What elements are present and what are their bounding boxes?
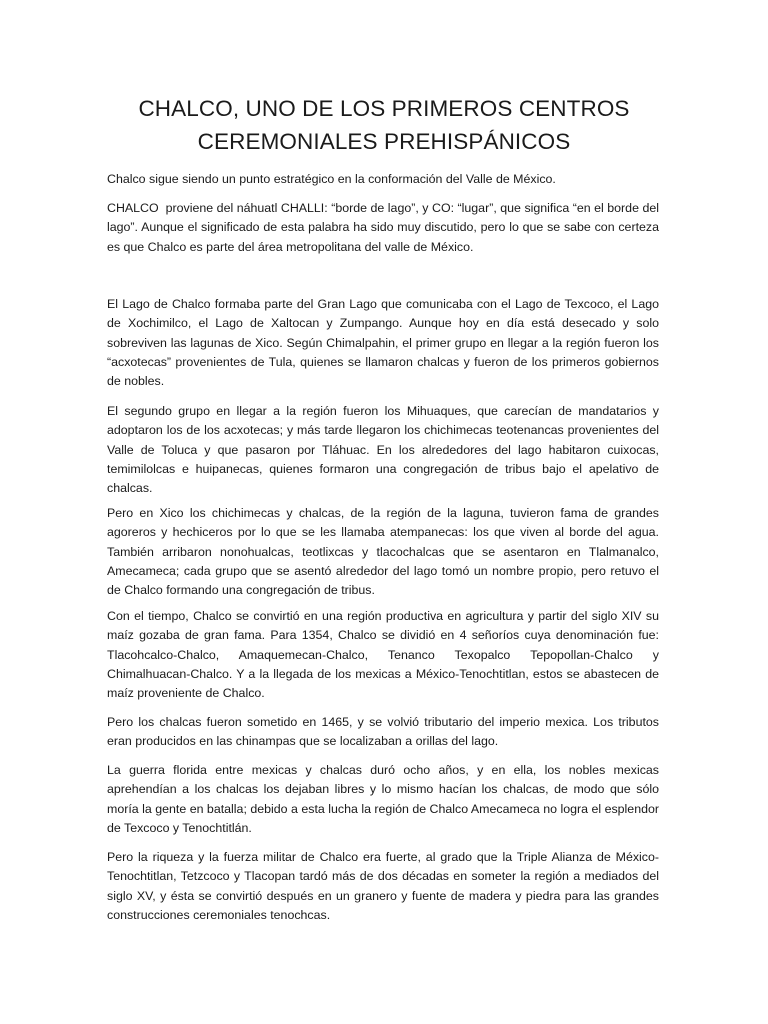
paragraph: Pero en Xico los chichimecas y chalcas, de la región de la laguna, tuvieron fama de grandes agoreros y hechiceros por lo que se les llamaba atempanecas: los que viven al borde del agua. También arribaron nonohualcas, teotlixcas y tlacochalcas que se asentaron en Tlalmanalco, Amecameca; cada grupo que se asentó alrededor del lago tomó un nombre propio, pero retuvo el de Chalco formando una congregación de tribus. <box>107 506 659 598</box>
paragraph: La guerra florida entre mexicas y chalcas duró ocho años, y en ella, los nobles mexicas aprehendían a los chalcas los dejaban libres y lo mismo hacían los chalcas, de modo que sólo moría la gente en batalla; debido a esta lucha la región de Chalco Amecameca no logra el esplendor de Texcoco y Tenochtitlán. <box>107 763 659 835</box>
paragraph-7-block <box>107 713 659 752</box>
paragraph-1-block <box>107 170 659 189</box>
paragraph-6-block <box>107 607 659 703</box>
paragraph-9-block <box>107 848 659 925</box>
paragraph: Pero la riqueza y la fuerza militar de Chalco era fuerte, al grado que la Triple Alianza de México-Tenochtitlan, Tetzcoco y Tlacopan tardó más de dos décadas en someter la región a mediados del siglo XV, y ésta se convirtió después en un granero y fuente de madera y piedra para las grandes construcciones ceremoniales tenochcas. <box>107 850 659 922</box>
title-line-1: CHALCO, UNO DE LOS PRIMEROS CENTROS <box>138 96 630 121</box>
paragraph: El Lago de Chalco formaba parte del Gran Lago que comunicaba con el Lago de Texcoco, el Lago de Xochimilco, el Lago de Xaltocan y Zumpango. Aunque hoy en día está desecado y solo sobreviven las lagunas de Xico. Según Chimalpahin, el primer grupo en llegar a la región fueron los “acxotecas” provenientes de Tula, quienes se llamaron chalcas y fueron de los primeros gobiernos de nobles. <box>107 297 659 389</box>
paragraph: Pero los chalcas fueron sometido en 1465, y se volvió tributario del imperio mexica. Los tributos eran producidos en las chinampas que se localizaban a orillas del lago. <box>107 715 659 749</box>
paragraph-8-block <box>107 761 659 838</box>
page-title <box>100 92 668 158</box>
paragraph: Chalco sigue siendo un punto estratégico en la conformación del Valle de México. <box>107 172 556 186</box>
paragraph: El segundo grupo en llegar a la región fueron los Mihuaques, que carecían de mandatarios y adoptaron los de los acxotecas; y más tarde llegaron los chichimecas teotenancas provenientes del Valle de Toluca y que pasaron por Tláhuac. En los alrededores del lago habitaron cuixocas, temimilolcas e huipanecas, quienes formaron una congregación de tribus bajo el apelativo de chalcas. <box>107 404 659 496</box>
paragraph: Con el tiempo, Chalco se convirtió en una región productiva en agricultura y partir del siglo XIV su maíz gozaba de gran fama. Para 1354, Chalco se dividió en 4 señoríos cuya denominación fue: Tlacohcalco-Chalco, Amaquemecan-Chalco, Tenanco Texopalco Tepopollan-Chalco y Chimalhuacan-Chalco. Y a la llegada de los mexicas a México-Tenochtitlan, estos se abastecen de maíz proveniente de Chalco. <box>107 609 659 701</box>
title-line-2: CEREMONIALES PREHISPÁNICOS <box>197 129 571 154</box>
paragraph-5-block <box>107 504 659 600</box>
paragraph-4-block <box>107 402 659 498</box>
paragraph-3-block <box>107 295 659 391</box>
paragraph-2-block <box>107 199 663 257</box>
paragraph: CHALCO proviene del náhuatl CHALLI: “borde de lago”, y CO: “lugar”, que significa “en el borde del lago”. Aunque el significado de esta palabra ha sido muy discutido, pero lo que se sabe con certeza es que Chalco es parte del área metropolitana del valle de México. <box>107 201 663 254</box>
